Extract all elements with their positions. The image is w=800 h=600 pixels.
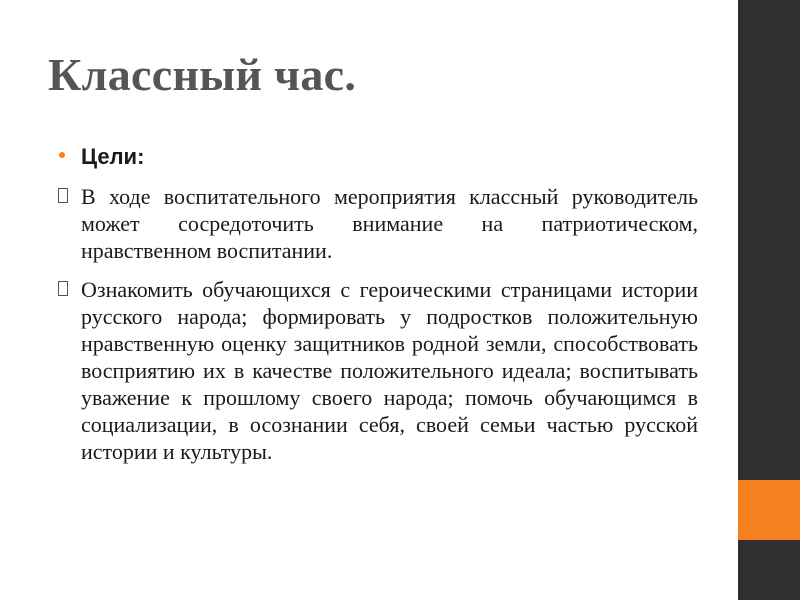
goals-heading-text: Цели: [81, 144, 145, 169]
goal-item-2-text: Ознакомить обучающихся с героическими страницами истории русского народа; формировать у подростков положительную нравственную оценку защитников родной земли, способствовать восприятию их в качестве положительного идеала; воспитывать уважение к прошлому своего народа; помочь обучающимся в социализации, в осознании себя, своей семьи частью русской истории и культуры. [81, 277, 698, 464]
goals-heading [56, 140, 698, 174]
square-bullet-icon [58, 188, 68, 203]
content-list [56, 140, 698, 477]
decorative-sidebar [738, 0, 800, 600]
square-bullet-icon [58, 281, 68, 296]
goal-item-2 [56, 276, 698, 465]
goal-item-1-text: В ходе воспитательного мероприятия классный руководитель может сосредоточить внимание на патриотическом, нравственном воспитании. [81, 184, 698, 263]
slide-title: Классный час. [48, 49, 357, 100]
dot-bullet-icon [59, 152, 65, 158]
sidebar-accent-block [738, 480, 800, 540]
goal-item-1 [56, 183, 698, 264]
